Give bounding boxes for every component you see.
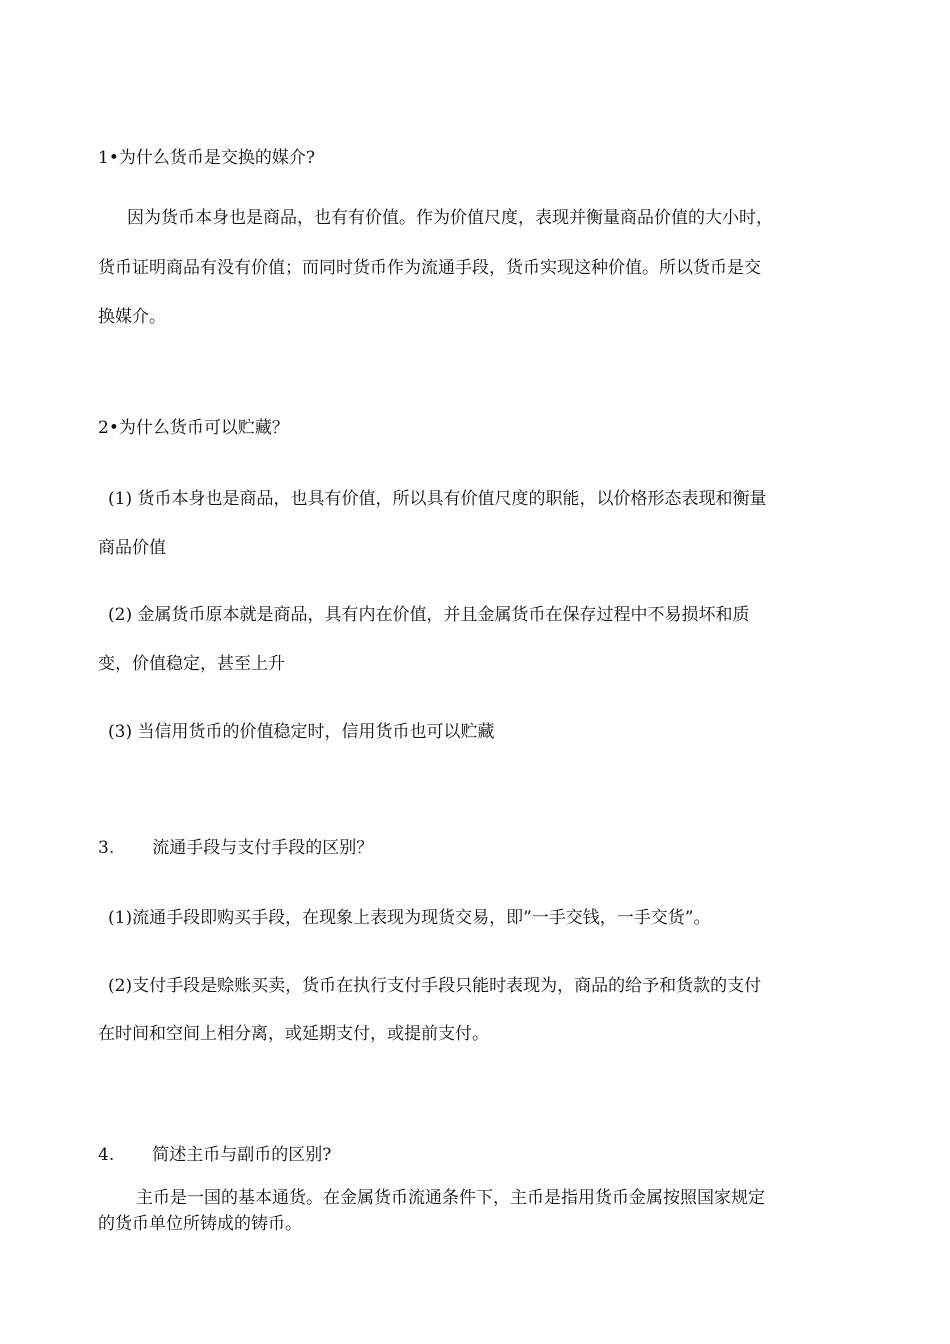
question-1-answer-line-1: 因为货币本身也是商品，也有有价值。作为价值尺度，表现并衡量商品价值的大小时， <box>127 208 773 228</box>
question-3-title: 流通手段与支付手段的区别？ <box>152 838 374 858</box>
question-3-point-2-line-2: 在时间和空间上相分离，或延期支付，或提前支付。 <box>98 1024 489 1044</box>
question-3-heading <box>98 836 373 860</box>
question-4-title: 简述主币与副币的区别? <box>152 1145 332 1165</box>
question-2-point-2-line-1: (2) 金属货币原本就是商品，具有内在价值，并且金属货币在保存过程中不易损坏和质 <box>108 605 750 625</box>
question-1-title: 1•为什么货币是交换的媒介? <box>98 148 315 168</box>
question-1-answer-line-3: 换媒介。 <box>98 307 166 327</box>
question-3-point-2-line-1: (2)支付手段是赊账买卖，货币在执行支付手段只能时表现为，商品的给予和货款的支付 <box>108 976 762 996</box>
question-3-point-1-line-1: (1)流通手段即购买手段，在现象上表现为现货交易，即”一手交钱，一手交货”。 <box>108 908 711 928</box>
question-2-point-3-line-1: (3) 当信用货币的价值稳定时，信用货币也可以贮藏 <box>108 722 495 742</box>
question-4-answer-line-2: 的货币单位所铸成的铸币。 <box>98 1214 302 1234</box>
question-2-title: 2•为什么货币可以贮藏？ <box>98 418 289 438</box>
question-1-answer-line-2: 货币证明商品有没有价值；而同时货币作为流通手段，货币实现这种价值。所以货币是交 <box>98 258 761 278</box>
question-4-heading <box>98 1143 331 1167</box>
question-3-number: 3. <box>98 838 115 858</box>
question-2-point-1-line-2: 商品价值 <box>98 538 166 558</box>
question-2-point-2-line-2: 变，价值稳定，甚至上升 <box>98 654 285 674</box>
question-2-point-1-line-1: (1) 货币本身也是商品，也具有价值，所以具有价值尺度的职能，以价格形态表现和衡量 <box>108 489 767 509</box>
question-4-answer-line-1: 主币是一国的基本通货。在金属货币流通条件下，主币是指用货币金属按照国家规定 <box>136 1188 765 1208</box>
question-4-number: 4. <box>98 1145 115 1165</box>
